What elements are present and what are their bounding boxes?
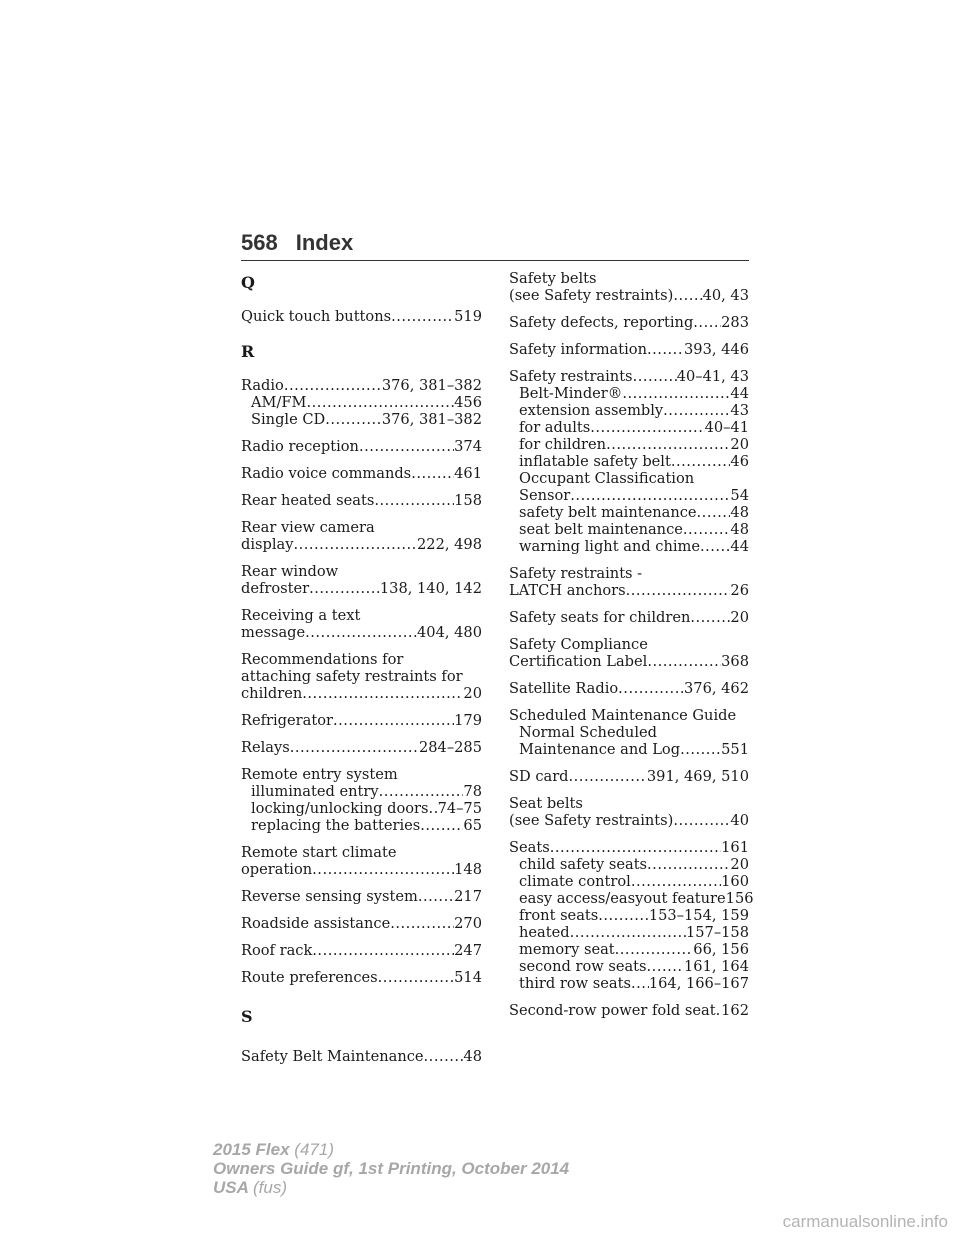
entry-row [241, 580, 482, 597]
entry-subrow [509, 419, 749, 436]
entry-subrow [509, 907, 749, 924]
index-entry [241, 915, 482, 932]
entry-term: Quick touch buttons [241, 308, 392, 325]
entry-subrow [509, 538, 749, 555]
section-letter-q: Q [241, 273, 255, 292]
entry-row [509, 1002, 749, 1019]
entry-pages: 48 [730, 504, 749, 521]
entry-pages: 368 [721, 653, 749, 670]
entry-term: (see Safety restraints) [509, 812, 674, 829]
entry-line: attaching safety restraints for [241, 668, 463, 685]
entry-term: heated [519, 924, 570, 941]
index-entry [241, 465, 482, 482]
entry-pages: 270 [454, 915, 482, 932]
watermark: carmanualsonline.info [782, 1212, 948, 1231]
entry-subrow [241, 394, 482, 411]
entry-term: Reverse sensing system [241, 888, 418, 905]
index-entry [241, 651, 482, 702]
entry-line: Scheduled Maintenance Guide [509, 707, 737, 724]
entry-pages: 519 [454, 308, 482, 325]
entry-pages: 393, 446 [684, 341, 749, 358]
entry-pages: 179 [454, 712, 482, 729]
entry-term: Seats [509, 839, 550, 856]
index-entry [509, 768, 749, 785]
entry-pages: 456 [454, 394, 482, 411]
entry-pages: 148 [454, 861, 482, 878]
entry-subrow [509, 385, 749, 402]
entry-pages: 391, 469, 510 [646, 768, 749, 785]
entry-pages: 40, 43 [702, 287, 749, 304]
entry-pages: 514 [454, 969, 482, 986]
index-entry [241, 377, 482, 428]
index-entry [509, 636, 749, 670]
entry-term: third row seats [519, 975, 631, 992]
entry-pages: 20 [463, 685, 482, 702]
index-entry [241, 844, 482, 878]
entry-pages: 74–75 [437, 800, 482, 817]
entry-pages: 65 [463, 817, 482, 834]
entry-line: Safety restraints - [509, 565, 643, 582]
entry-row [509, 314, 749, 331]
entry-row [509, 812, 749, 829]
entry-pages: 40–41 [704, 419, 749, 436]
entry-line: Rear view camera [241, 519, 375, 536]
entry-term: LATCH anchors [509, 582, 626, 599]
entry-subrow [509, 958, 749, 975]
entry-pages: 247 [454, 942, 482, 959]
entry-pages: 156 [725, 890, 754, 907]
entry-term: Belt-Minder® [519, 385, 623, 402]
print-footer [213, 1140, 569, 1197]
entry-line: Safety Compliance [509, 636, 648, 653]
entry-line: Receiving a text [241, 607, 361, 624]
entry-pages: 46 [730, 453, 749, 470]
index-entry [241, 766, 482, 834]
entry-term: Safety information [509, 341, 647, 358]
entry-pages: 26 [730, 582, 749, 599]
entry-pages: 43 [730, 402, 749, 419]
entry-line: Recommendations for [241, 651, 404, 668]
entry-row [241, 685, 482, 702]
entry-subrow [509, 890, 754, 907]
entry-line: Rear window [241, 563, 339, 580]
entry-pages: 78 [463, 783, 482, 800]
entry-subrow [509, 975, 749, 992]
entry-pages: 44 [730, 538, 749, 555]
footer-model: 2015 Flex [213, 1140, 290, 1159]
entry-subline: Normal Scheduled [519, 724, 657, 741]
entry-row [241, 888, 482, 905]
index-entry [241, 712, 482, 729]
entry-pages: 374 [454, 438, 482, 455]
entry-pages: 283 [721, 314, 749, 331]
entry-row [241, 942, 482, 959]
entry-term: Second-row power fold seat [509, 1002, 716, 1019]
entry-pages: 161 [721, 839, 749, 856]
entry-row [241, 536, 482, 553]
index-entry [509, 270, 749, 304]
entry-row [241, 465, 482, 482]
entry-pages: 404, 480 [417, 624, 482, 641]
entry-term: AM/FM [251, 394, 307, 411]
index-entry [509, 314, 749, 331]
entry-term: seat belt maintenance [519, 521, 683, 538]
entry-term: (see Safety restraints) [509, 287, 674, 304]
entry-term: Maintenance and Log [519, 741, 681, 758]
entry-term: Rear heated seats [241, 492, 375, 509]
entry-line: Seat belts [509, 795, 583, 812]
entry-subrow [509, 504, 749, 521]
entry-pages: 376, 381–382 [381, 411, 482, 428]
entry-subline: Occupant Classification [519, 470, 695, 487]
entry-term: child safety seats [519, 856, 648, 873]
entry-term: operation [241, 861, 313, 878]
index-entry [509, 795, 749, 829]
entry-term: Radio reception [241, 438, 359, 455]
entry-subrow [509, 436, 749, 453]
entry-term: Safety seats for children [509, 609, 691, 626]
entry-term: Roadside assistance [241, 915, 391, 932]
entry-pages: 48 [463, 1048, 482, 1065]
entry-pages: 284–285 [418, 739, 482, 756]
page-header [241, 230, 749, 256]
entry-row [509, 582, 749, 599]
entry-term: replacing the batteries [251, 817, 421, 834]
entry-pages: 164, 166–167 [648, 975, 749, 992]
index-entry [241, 563, 482, 597]
entry-term: Satellite Radio [509, 680, 619, 697]
entry-term: Relays [241, 739, 290, 756]
entry-pages: 376, 381–382 [381, 377, 482, 394]
entry-term: Radio voice commands [241, 465, 412, 482]
entry-pages: 40 [730, 812, 749, 829]
entry-term: Radio [241, 377, 284, 394]
entry-term: message [241, 624, 306, 641]
entry-subrow [241, 800, 482, 817]
entry-row [241, 624, 482, 641]
index-entry [509, 839, 754, 992]
entry-line: Remote start climate [241, 844, 397, 861]
section-letter-r: R [241, 342, 255, 361]
entry-subrow [509, 402, 749, 419]
entry-pages: 157–158 [685, 924, 749, 941]
index-entry [241, 607, 482, 641]
entry-row [241, 438, 482, 455]
entry-pages: 153–154, 159 [648, 907, 749, 924]
entry-term: memory seat [519, 941, 615, 958]
entry-term: illuminated entry [251, 783, 379, 800]
index-entry [241, 969, 482, 986]
entry-term: warning light and chime [519, 538, 700, 555]
entry-pages: 48 [730, 521, 749, 538]
entry-term: Sensor [519, 487, 571, 504]
entry-pages: 138, 140, 142 [379, 580, 482, 597]
index-entry [509, 1002, 749, 1019]
entry-term: safety belt maintenance [519, 504, 697, 521]
entry-pages: 66, 156 [693, 941, 749, 958]
index-entry [509, 565, 749, 599]
index-entry [241, 1048, 482, 1065]
entry-term: defroster [241, 580, 310, 597]
index-entry [241, 739, 482, 756]
entry-pages: 44 [730, 385, 749, 402]
index-entry [509, 341, 749, 358]
entry-term: extension assembly [519, 402, 664, 419]
entry-row [509, 680, 749, 697]
entry-row [241, 712, 482, 729]
entry-pages: 54 [730, 487, 749, 504]
entry-line: Remote entry system [241, 766, 398, 783]
entry-row [509, 839, 749, 856]
entry-pages: 222, 498 [417, 536, 482, 553]
entry-row [241, 308, 482, 325]
entry-term: front seats [519, 907, 599, 924]
entry-term: Safety restraints [509, 368, 633, 385]
entry-subrow [509, 741, 749, 758]
entry-pages: 217 [454, 888, 482, 905]
page-title: Index [295, 230, 354, 255]
entry-term: display [241, 536, 294, 553]
entry-subrow [509, 856, 749, 873]
entry-term: second row seats [519, 958, 647, 975]
header-rule [241, 260, 749, 261]
entry-subrow [509, 453, 749, 470]
entry-row [241, 377, 482, 394]
entry-row [241, 739, 482, 756]
entry-row [241, 861, 482, 878]
entry-pages: 20 [730, 856, 749, 873]
entry-row [509, 287, 749, 304]
entry-term: easy access/easyout feature [519, 890, 726, 907]
entry-term: Safety defects, reporting [509, 314, 694, 331]
entry-term: Safety Belt Maintenance [241, 1048, 424, 1065]
entry-term: Single CD [251, 411, 326, 428]
entry-term: SD card [509, 768, 569, 785]
footer-guide: Owners Guide gf, 1st Printing, October 2014 [213, 1159, 570, 1178]
entry-term: children [241, 685, 303, 702]
entry-pages: 40–41, 43 [676, 368, 749, 385]
entry-row [509, 653, 749, 670]
entry-term: for children [519, 436, 607, 453]
entry-subrow [509, 873, 749, 890]
footer-model-code: (471) [294, 1140, 334, 1159]
entry-subrow [241, 817, 482, 834]
page-number: 568 [241, 230, 278, 255]
footer-market-code: (fus) [253, 1178, 287, 1197]
index-entry [509, 368, 749, 555]
entry-row [241, 1048, 482, 1065]
entry-row [241, 915, 482, 932]
footer-line-3 [213, 1178, 569, 1197]
section-letter-s: S [241, 1007, 253, 1026]
index-entry [509, 680, 749, 697]
entry-row [509, 368, 749, 385]
entry-row [509, 341, 749, 358]
entry-term: Roof rack [241, 942, 313, 959]
entry-subrow [509, 487, 749, 504]
entry-pages: 551 [721, 741, 749, 758]
entry-term: Route preferences [241, 969, 378, 986]
index-entry [241, 308, 482, 325]
entry-term: Certification Label [509, 653, 648, 670]
entry-row [509, 768, 749, 785]
index-entry [241, 888, 482, 905]
entry-row [241, 969, 482, 986]
entry-term: locking/unlocking doors [251, 800, 429, 817]
entry-pages: 161, 164 [684, 958, 749, 975]
entry-line: Safety belts [509, 270, 597, 287]
entry-pages: 20 [730, 609, 749, 626]
entry-row [241, 492, 482, 509]
index-entry [241, 519, 482, 553]
index-column-right [509, 270, 754, 1029]
footer-line-1 [213, 1140, 569, 1159]
index-column-left [241, 270, 482, 1075]
entry-term: Refrigerator [241, 712, 333, 729]
index-entry [509, 707, 749, 758]
index-entry [241, 942, 482, 959]
entry-subrow [241, 411, 482, 428]
index-entry [509, 609, 749, 626]
entry-subrow [509, 924, 749, 941]
index-entry [241, 492, 482, 509]
entry-subrow [509, 941, 749, 958]
entry-pages: 461 [454, 465, 482, 482]
entry-pages: 376, 462 [684, 680, 749, 697]
entry-pages: 160 [721, 873, 749, 890]
entry-term: inflatable safety belt [519, 453, 671, 470]
entry-subrow [509, 521, 749, 538]
entry-pages: 158 [454, 492, 482, 509]
entry-pages: 20 [730, 436, 749, 453]
entry-term: climate control [519, 873, 631, 890]
entry-subrow [241, 783, 482, 800]
index-entry [241, 438, 482, 455]
entry-pages: 162 [721, 1002, 749, 1019]
entry-term: for adults [519, 419, 591, 436]
footer-market: USA [213, 1178, 249, 1197]
entry-row [509, 609, 749, 626]
